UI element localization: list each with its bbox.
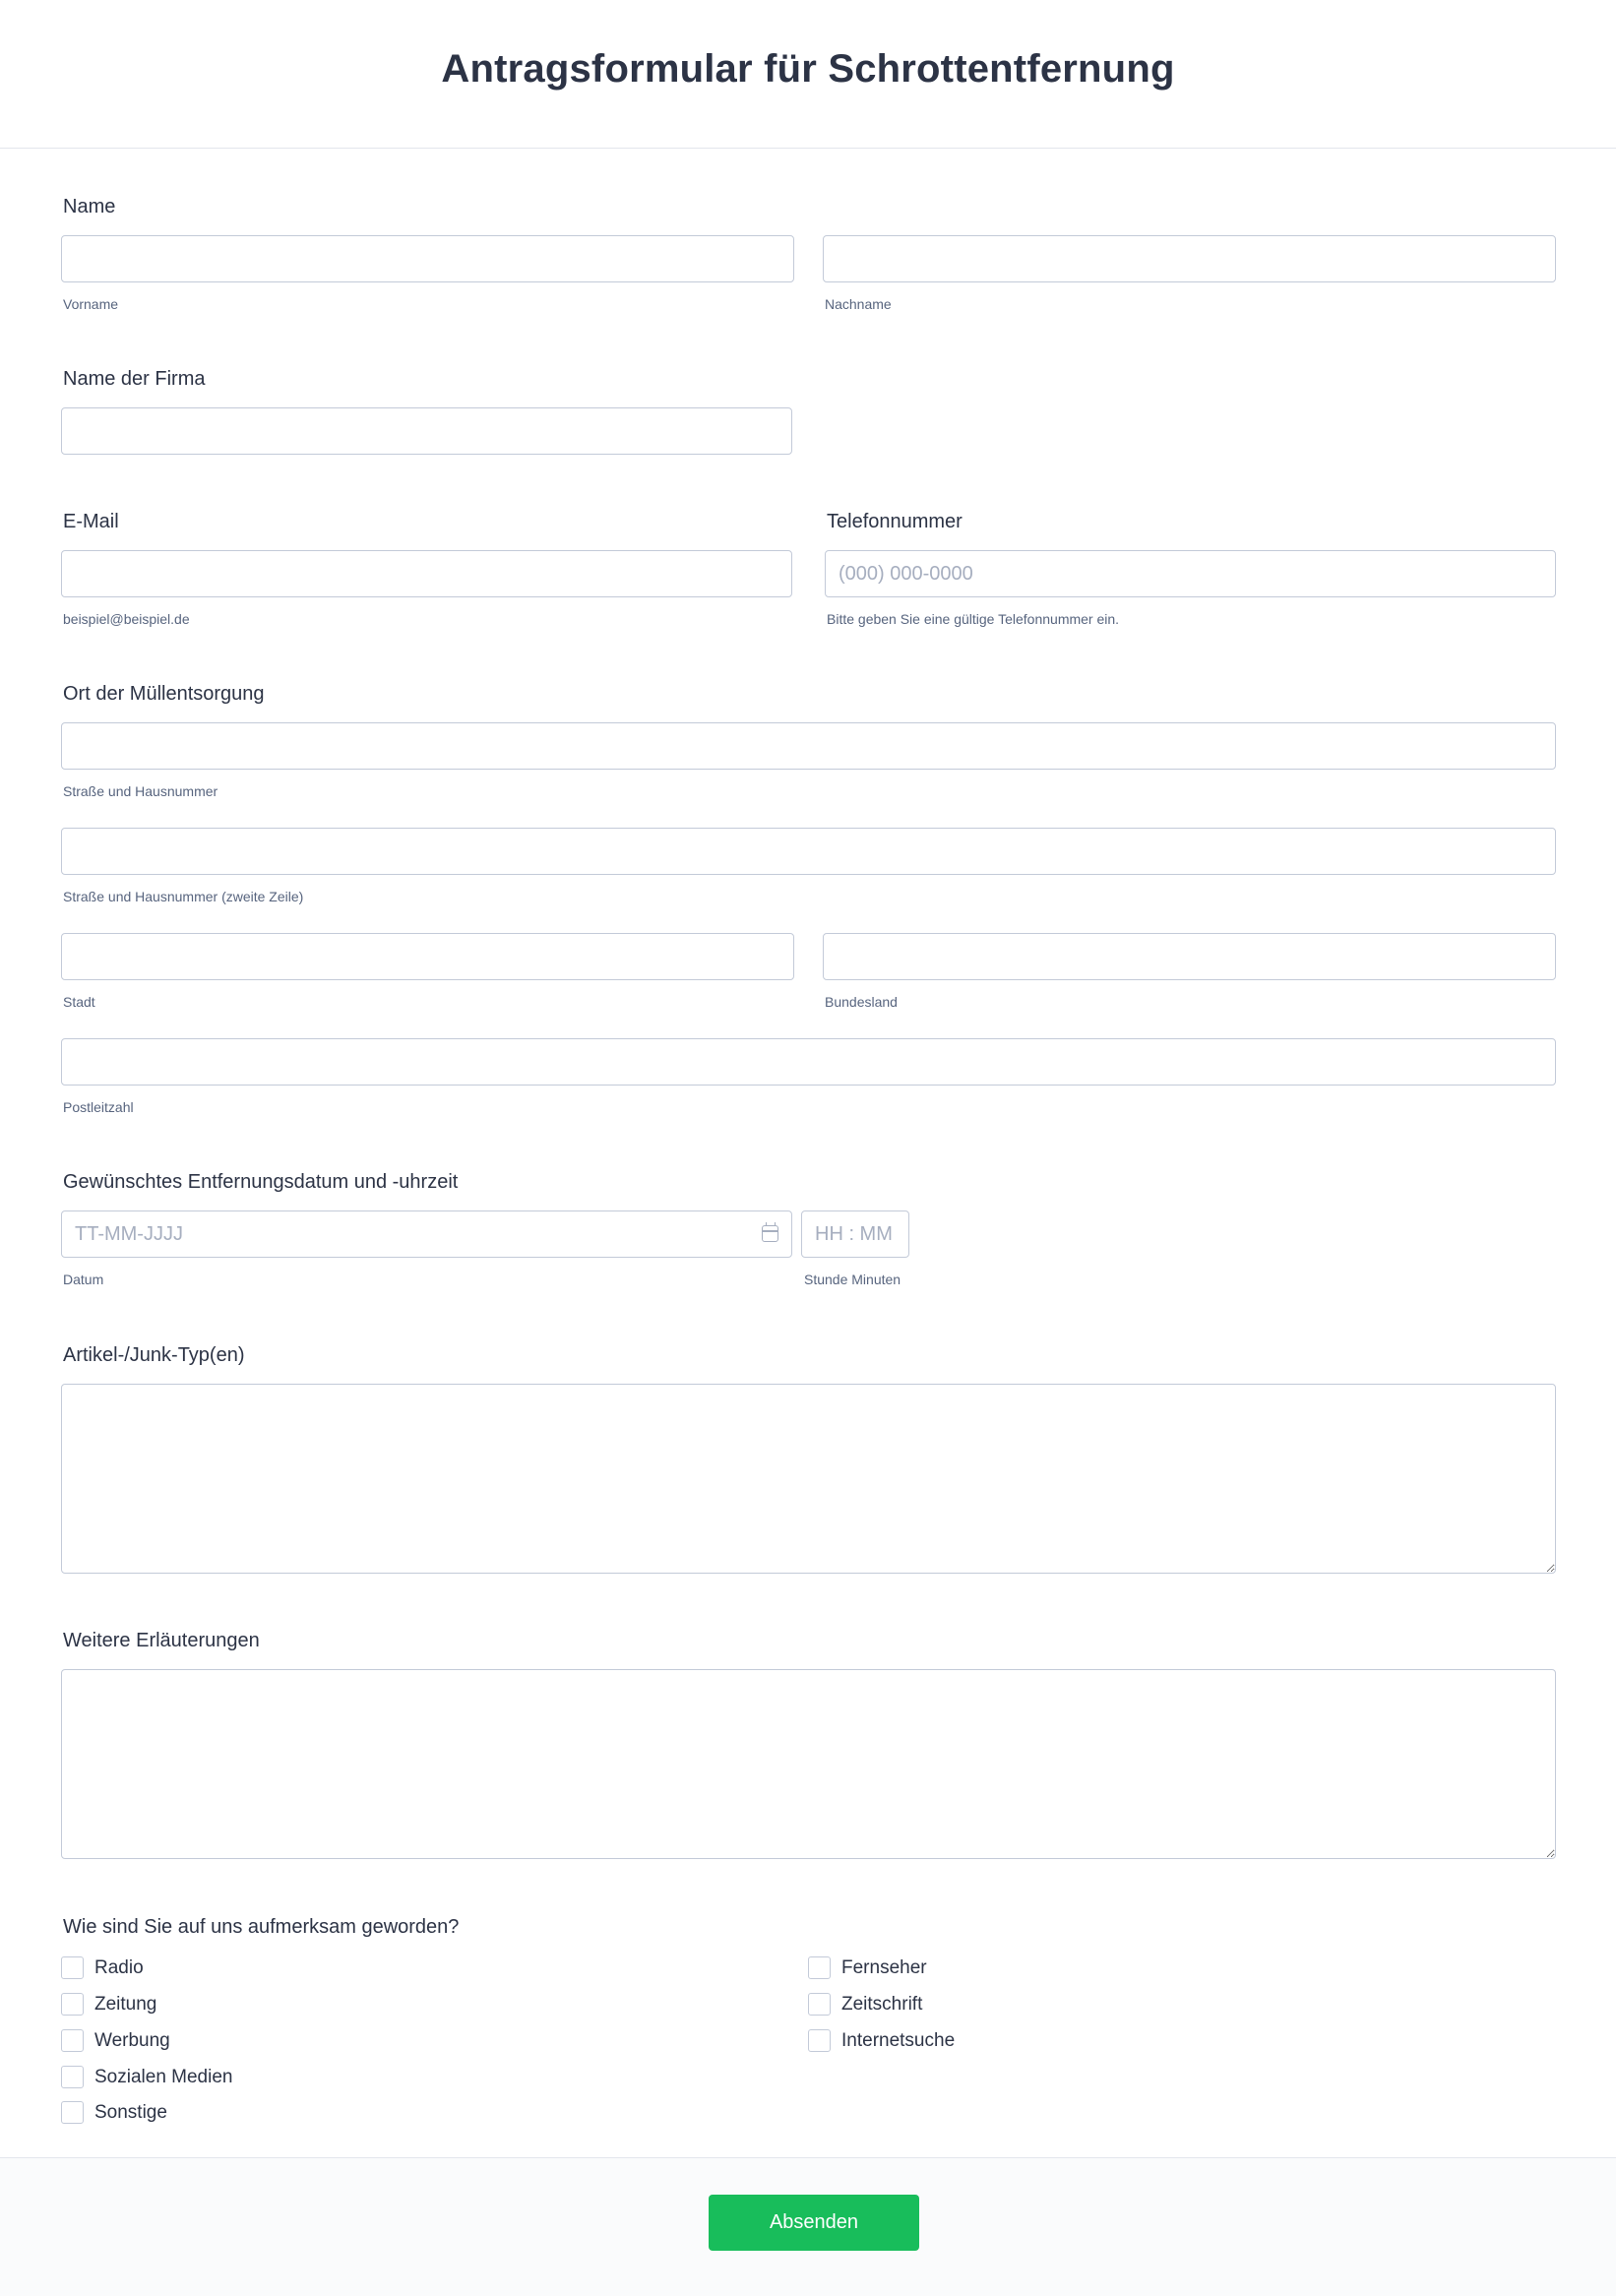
state-sublabel: Bundesland bbox=[825, 994, 898, 1010]
checkbox-internetsuche[interactable] bbox=[808, 2029, 955, 2052]
checkbox-box[interactable] bbox=[808, 1993, 831, 2016]
time-input[interactable] bbox=[801, 1210, 909, 1258]
checkbox-box[interactable] bbox=[61, 1956, 84, 1979]
street1-input[interactable] bbox=[61, 722, 1556, 770]
first-name-sublabel: Vorname bbox=[63, 296, 119, 312]
city-input[interactable] bbox=[61, 933, 794, 980]
date-field bbox=[61, 1210, 792, 1258]
company-label: Name der Firma bbox=[63, 368, 206, 390]
company-input[interactable] bbox=[61, 407, 792, 455]
checkbox-box[interactable] bbox=[61, 1993, 84, 2016]
address-label: Ort der Müllentsorgung bbox=[63, 683, 265, 705]
first-name-input[interactable] bbox=[61, 235, 794, 282]
junk-types-label: Artikel-/Junk-Typ(en) bbox=[63, 1344, 245, 1366]
phone-label: Telefonnummer bbox=[827, 511, 963, 532]
notes-textarea[interactable] bbox=[61, 1669, 1556, 1859]
phone-sublabel: Bitte geben Sie eine gültige Telefonnummer ein. bbox=[827, 611, 1120, 627]
calendar-icon[interactable] bbox=[762, 1225, 778, 1242]
street2-input[interactable] bbox=[61, 828, 1556, 875]
checkbox-zeitschrift[interactable] bbox=[808, 1993, 922, 2016]
checkbox-label: Zeitschrift bbox=[841, 1993, 923, 2015]
form-title: Antragsformular für Schrottentfernung bbox=[441, 47, 1175, 91]
state-input[interactable] bbox=[823, 933, 1556, 980]
checkbox-box[interactable] bbox=[808, 1956, 831, 1979]
form-footer bbox=[0, 2157, 1616, 2296]
checkbox-label: Werbung bbox=[94, 2029, 170, 2051]
checkbox-sozialen-medien[interactable] bbox=[61, 2066, 232, 2088]
city-sublabel: Stadt bbox=[63, 994, 95, 1010]
notes-label: Weitere Erläuterungen bbox=[63, 1630, 260, 1651]
email-sublabel: beispiel@beispiel.de bbox=[63, 611, 190, 627]
checkbox-label: Zeitung bbox=[94, 1993, 157, 2015]
checkbox-sonstige[interactable] bbox=[61, 2101, 167, 2124]
form-header bbox=[0, 0, 1616, 149]
source-label: Wie sind Sie auf uns aufmerksam geworden? bbox=[63, 1916, 460, 1938]
checkbox-box[interactable] bbox=[61, 2101, 84, 2124]
zip-sublabel: Postleitzahl bbox=[63, 1099, 134, 1115]
email-input[interactable] bbox=[61, 550, 792, 597]
email-label: E-Mail bbox=[63, 511, 119, 532]
zip-input[interactable] bbox=[61, 1038, 1556, 1086]
checkbox-werbung[interactable] bbox=[61, 2029, 170, 2052]
checkbox-label: Sozialen Medien bbox=[94, 2066, 233, 2087]
time-sublabel: Stunde Minuten bbox=[804, 1272, 901, 1287]
checkbox-zeitung[interactable] bbox=[61, 1993, 156, 2016]
checkbox-box[interactable] bbox=[61, 2066, 84, 2088]
name-label: Name bbox=[63, 196, 116, 217]
street2-sublabel: Straße und Hausnummer (zweite Zeile) bbox=[63, 889, 304, 904]
last-name-sublabel: Nachname bbox=[825, 296, 892, 312]
checkbox-box[interactable] bbox=[808, 2029, 831, 2052]
date-input[interactable] bbox=[61, 1210, 792, 1258]
junk-types-textarea[interactable] bbox=[61, 1384, 1556, 1574]
checkbox-label: Internetsuche bbox=[841, 2029, 956, 2051]
checkbox-label: Sonstige bbox=[94, 2101, 167, 2123]
submit-button[interactable]: Absenden bbox=[709, 2195, 919, 2251]
datetime-label: Gewünschtes Entfernungsdatum und -uhrzeit bbox=[63, 1171, 459, 1193]
date-sublabel: Datum bbox=[63, 1272, 104, 1287]
street1-sublabel: Straße und Hausnummer bbox=[63, 783, 218, 799]
checkbox-label: Radio bbox=[94, 1956, 144, 1978]
checkbox-radio[interactable] bbox=[61, 1956, 144, 1979]
checkbox-box[interactable] bbox=[61, 2029, 84, 2052]
checkbox-label: Fernseher bbox=[841, 1956, 927, 1978]
checkbox-fernseher[interactable] bbox=[808, 1956, 927, 1979]
phone-input[interactable] bbox=[825, 550, 1556, 597]
last-name-input[interactable] bbox=[823, 235, 1556, 282]
